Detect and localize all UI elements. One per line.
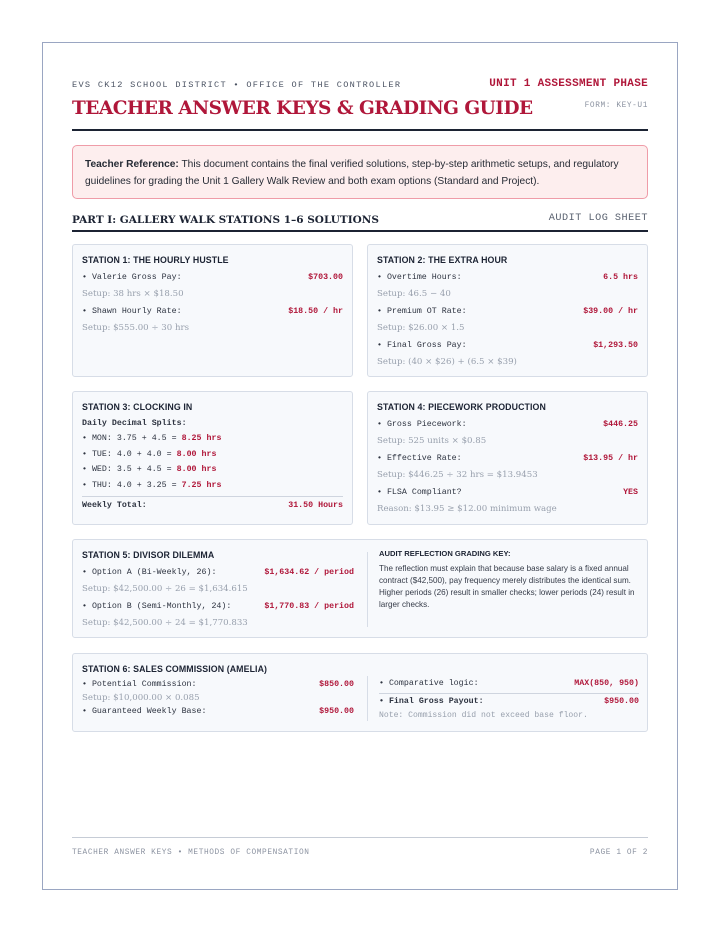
station-2-row: • Final Gross Pay: $1,293.50: [377, 341, 638, 350]
station-4-row: • Gross Piecework: $446.25: [377, 420, 638, 429]
station-2-setup: Setup: $26.00 × 1.5: [377, 323, 465, 333]
daily-splits-label: Daily Decimal Splits:: [82, 419, 187, 428]
station-4-row: • FLSA Compliant? YES: [377, 488, 638, 497]
notice-text: This document contains the final verified solutions, step-by-step arithmetic setups, and regulatory guidelines for grading the Unit 1 Gallery Walk Review and both exam options (Standard and Project).: [85, 159, 619, 187]
footer-rule: [72, 837, 648, 838]
station-4-setup: Setup: 525 units × $0.85: [377, 436, 487, 446]
column-divider: [367, 676, 368, 721]
potential-commission-setup: Setup: $10,000.00 × 0.085: [82, 693, 200, 703]
station-6-right: [379, 677, 639, 723]
station-3-card: [72, 391, 353, 525]
commission-note: Note: Commission did not exceed base floor.: [379, 711, 588, 720]
weekly-total-row: Weekly Total: 31.50 Hours: [82, 501, 343, 510]
header-rule: [72, 129, 648, 131]
station-6-left: [82, 664, 354, 719]
section-title: PART I: GALLERY WALK STATIONS 1–6 SOLUTIONS: [72, 214, 379, 226]
comparative-logic-row: • Comparative logic: MAX(850, 950): [379, 679, 639, 688]
reflection-title: AUDIT REFLECTION GRADING KEY:: [379, 549, 511, 558]
notice-label: Teacher Reference:: [85, 159, 179, 170]
station-2-row: • Premium OT Rate: $39.00 / hr: [377, 307, 638, 316]
station-2-row: • Overtime Hours: 6.5 hrs: [377, 273, 638, 282]
day-row: • MON: 3.75 + 4.5 = 8.25 hrs: [82, 434, 222, 443]
audit-log-label: AUDIT LOG SHEET: [548, 213, 648, 224]
day-row: • THU: 4.0 + 3.25 = 7.25 hrs: [82, 480, 222, 490]
station-5-setup: Setup: $42,500.00 ÷ 24 = $1,770.833: [82, 618, 248, 628]
station-5-title: STATION 5: DIVISOR DILEMMA: [82, 550, 215, 560]
station-3-title: STATION 3: CLOCKING IN: [82, 402, 193, 412]
station-4-card: [367, 391, 648, 525]
phase-label: UNIT 1 ASSESSMENT PHASE: [489, 78, 648, 90]
document-page: [42, 42, 678, 890]
day-row: • WED: 3.5 + 4.5 = 8.00 hrs: [82, 465, 217, 474]
column-divider: [367, 552, 368, 627]
section-rule: [72, 230, 648, 232]
final-rule: [379, 693, 639, 694]
station-5-row: • Option B (Semi-Monthly, 24): $1,770.83 / period: [82, 602, 354, 611]
page-title: TEACHER ANSWER KEYS & GRADING GUIDE: [72, 98, 533, 119]
station-2-card: [367, 244, 648, 377]
station-4-row: • Effective Rate: $13.95 / hr: [377, 454, 638, 463]
station-1-row: • Valerie Gross Pay: $703.00: [82, 273, 343, 282]
district-header: EVS CK12 SCHOOL DISTRICT • OFFICE OF THE CONTROLLER: [72, 80, 402, 90]
form-code: FORM: KEY-U1: [584, 102, 648, 110]
station-1-card: [72, 244, 353, 377]
station-2-title: STATION 2: THE EXTRA HOUR: [377, 255, 508, 265]
potential-commission-row: • Potential Commission: $850.00: [82, 680, 354, 689]
reflection-grading-key: [379, 549, 637, 611]
station-1-row: • Shawn Hourly Rate: $18.50 / hr: [82, 307, 343, 316]
final-payout-row: • Final Gross Payout: $950.00: [379, 697, 639, 706]
station-5-card: [72, 539, 648, 638]
station-2-setup: Setup: (40 × $26) + (6.5 × $39): [377, 357, 517, 367]
station-5-row: • Option A (Bi-Weekly, 26): $1,634.62 / period: [82, 568, 354, 577]
station-1-setup: Setup: $555.00 ÷ 30 hrs: [82, 323, 190, 333]
reflection-text: The reflection must explain that because base salary is a fixed annual contract ($42,500), pay frequency merely distributes the identical sum. Higher periods (26) result in smaller checks; lower periods (24) result in larger checks.: [379, 564, 635, 609]
station-5-setup: Setup: $42,500.00 ÷ 26 = $1,634.615: [82, 584, 248, 594]
station-4-setup: Reason: $13.95 ≥ $12.00 minimum wage: [377, 504, 557, 514]
teacher-reference-notice: [72, 145, 648, 199]
station-5-solutions: [82, 550, 354, 632]
footer-left: TEACHER ANSWER KEYS • METHODS OF COMPENSATION: [72, 849, 310, 857]
station-1-title: STATION 1: THE HOURLY HUSTLE: [82, 255, 229, 265]
station-1-setup: Setup: 38 hrs × $18.50: [82, 289, 184, 299]
total-rule: [82, 496, 343, 497]
day-row: • TUE: 4.0 + 4.0 = 8.00 hrs: [82, 449, 217, 459]
station-4-setup: Setup: $446.25 ÷ 32 hrs = $13.9453: [377, 470, 538, 480]
page-number: PAGE 1 OF 2: [589, 849, 648, 857]
station-6-card: [72, 653, 648, 732]
station-2-setup: Setup: 46.5 − 40: [377, 289, 451, 299]
station-6-title: STATION 6: SALES COMMISSION (AMELIA): [82, 664, 268, 674]
station-4-title: STATION 4: PIECEWORK PRODUCTION: [377, 402, 546, 412]
guaranteed-base-row: • Guaranteed Weekly Base: $950.00: [82, 707, 354, 716]
